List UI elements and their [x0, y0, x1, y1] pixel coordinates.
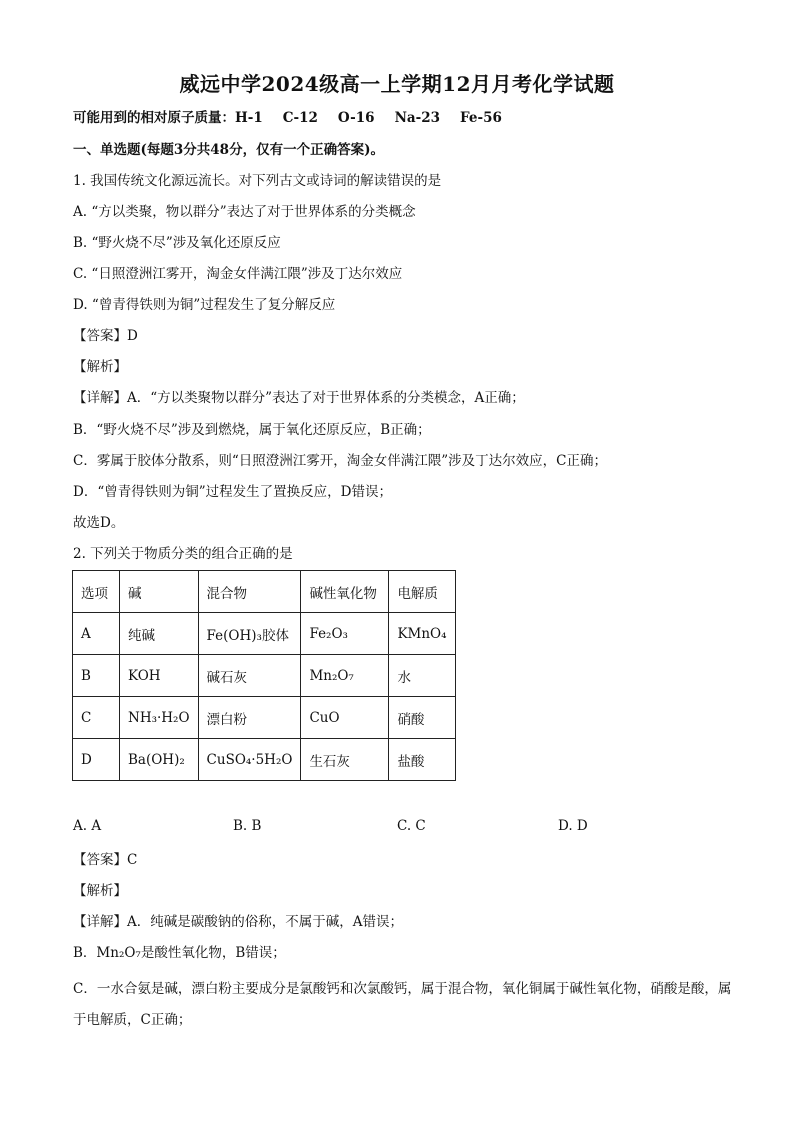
atomic-mass-fe: Fe-56	[460, 110, 502, 126]
table-cell: 碱石灰	[198, 655, 301, 697]
table-cell: KOH	[120, 655, 199, 697]
q1-stem: 1. 我国传统文化源远流长。对下列古文或诗词的解读错误的是	[73, 173, 442, 189]
table-cell: 盐酸	[389, 739, 455, 781]
q2-option-c: C. C	[397, 818, 426, 834]
q2-option-b: B. B	[233, 818, 262, 834]
q2-detail-c: C．一水合氨是碱，漂白粉主要成分是氯酸钙和次氯酸钙，属于混合物，氧化铜属于碱性氧化物，硝酸是酸，属于电解质，C正确；	[73, 981, 732, 1028]
table-header-cell: 电解质	[389, 571, 455, 613]
table-header-cell: 碱	[120, 571, 199, 613]
q2-option-a: A. A	[73, 818, 102, 834]
table-cell: A	[73, 613, 120, 655]
table-cell: Mn₂O₇	[301, 655, 389, 697]
q1-option-b: B. “野火烧不尽”涉及氧化还原反应	[73, 235, 281, 251]
table-header-cell: 混合物	[198, 571, 301, 613]
section-heading: 一、单选题(每题3分共48分，仅有一个正确答案)。	[73, 142, 384, 158]
q1-option-c: C. “日照澄洲江雾开，淘金女伴满江隈”涉及丁达尔效应	[73, 266, 403, 282]
q1-detail-b: B．“野火烧不尽”涉及到燃烧，属于氧化还原反应，B正确；	[73, 422, 431, 438]
q1-option-d: D. “曾青得铁则为铜”过程发生了复分解反应	[73, 297, 336, 313]
atomic-mass-na: Na-23	[394, 110, 441, 126]
q2-answer: 【答案】C	[73, 852, 138, 868]
table-cell: KMnO₄	[389, 613, 455, 655]
q1-answer: 【答案】D	[73, 328, 138, 344]
atomic-mass-h: H-1	[235, 110, 263, 126]
atomic-mass-line	[73, 108, 502, 128]
q2-detail-b: B．Mn₂O₇是酸性氧化物，B错误；	[73, 945, 286, 961]
q1-option-a: A. “方以类聚，物以群分”表达了对于世界体系的分类概念	[73, 204, 416, 220]
table-header-cell: 选项	[73, 571, 120, 613]
table-header-row	[73, 571, 456, 613]
table-cell: 硝酸	[389, 697, 455, 739]
q1-conclusion: 故选D。	[73, 515, 125, 531]
table-cell: Fe₂O₃	[301, 613, 389, 655]
table-row	[73, 613, 456, 655]
table-header-cell: 碱性氧化物	[301, 571, 389, 613]
q2-analysis-label: 【解析】	[73, 883, 127, 899]
table-cell: 生石灰	[301, 739, 389, 781]
table-cell: B	[73, 655, 120, 697]
table-row	[73, 697, 456, 739]
table-cell: D	[73, 739, 120, 781]
q1-detail-c: C．雾属于胶体分散系，则“日照澄洲江雾开，淘金女伴满江隈”涉及丁达尔效应，C正确；	[73, 453, 607, 469]
table-cell: 纯碱	[120, 613, 199, 655]
q1-detail-d: D．“曾青得铁则为铜”过程发生了置换反应，D错误；	[73, 484, 392, 500]
q1-analysis-label: 【解析】	[73, 359, 127, 375]
table-cell: 漂白粉	[198, 697, 301, 739]
table-row	[73, 655, 456, 697]
table-cell: CuO	[301, 697, 389, 739]
table-cell: 水	[389, 655, 455, 697]
table-cell: C	[73, 697, 120, 739]
table-cell: Fe(OH)₃胶体	[198, 613, 301, 655]
classification-table	[72, 570, 456, 781]
q1-detail-a: 【详解】A．“方以类聚物以群分”表达了对于世界体系的分类模念，A正确；	[73, 390, 525, 406]
page-title: 威远中学2024级高一上学期12月月考化学试题	[179, 72, 615, 96]
atomic-mass-label: 可能用到的相对原子质量：	[73, 110, 235, 126]
q2-option-d: D. D	[558, 818, 588, 834]
atomic-mass-c: C-12	[282, 110, 318, 126]
table-cell: Ba(OH)₂	[120, 739, 199, 781]
table-cell: NH₃·H₂O	[120, 697, 199, 739]
table-row	[73, 739, 456, 781]
q2-stem: 2. 下列关于物质分类的组合正确的是	[73, 546, 293, 562]
atomic-mass-o: O-16	[337, 110, 375, 126]
table-cell: CuSO₄·5H₂O	[198, 739, 301, 781]
q2-detail-a: 【详解】A．纯碱是碳酸钠的俗称，不属于碱，A错误；	[73, 914, 403, 930]
